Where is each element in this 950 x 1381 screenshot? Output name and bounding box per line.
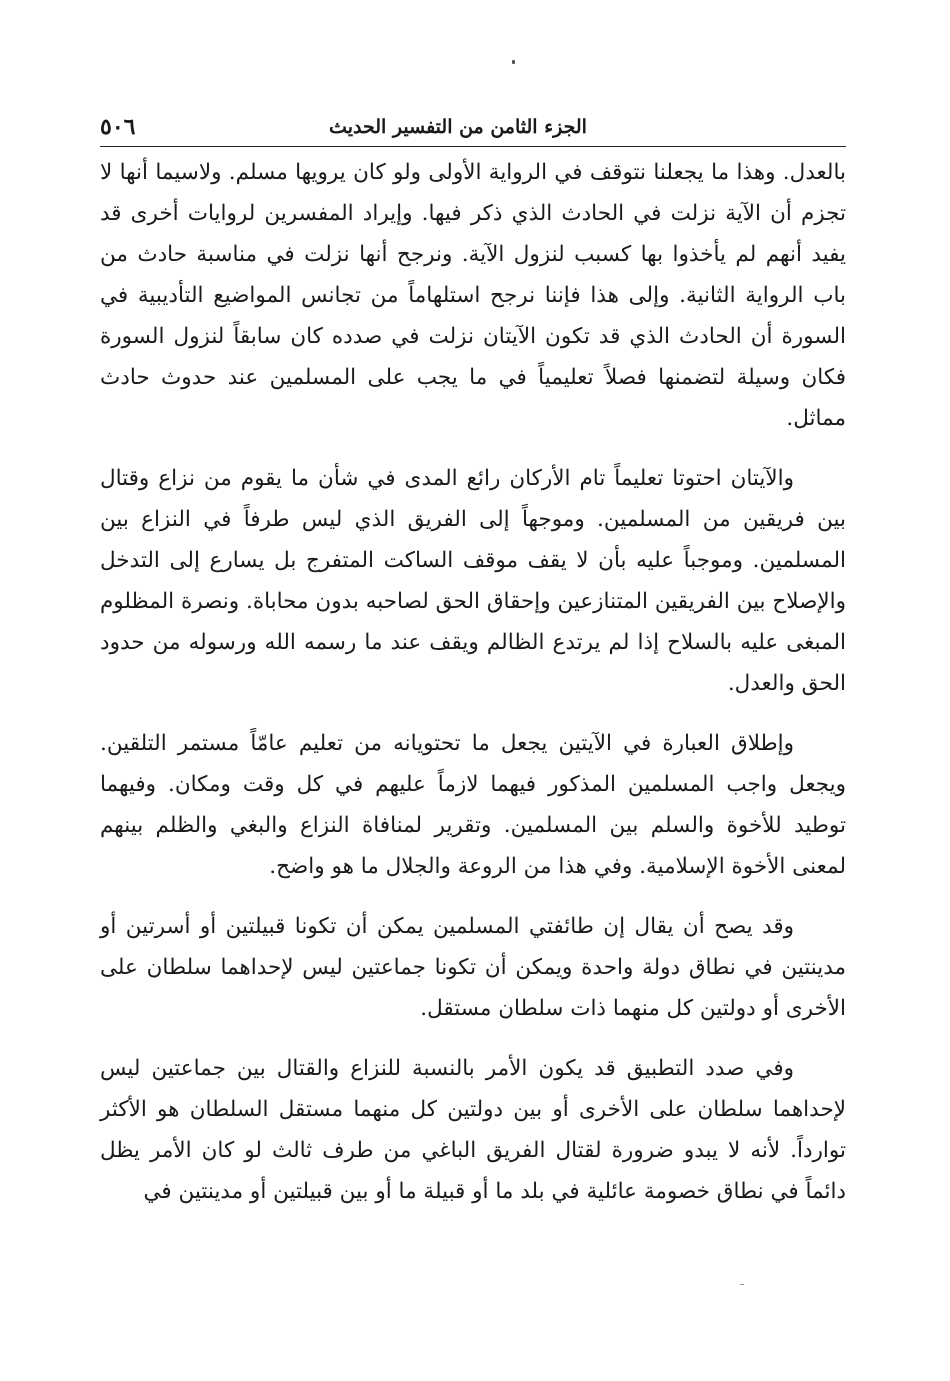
page-header — [100, 112, 846, 144]
paragraph-1: بالعدل. وهذا ما يجعلنا نتوقف في الرواية الأولى ولو كان يرويها مسلم. ولاسيما أنها لا تجزم أن الآية نزلت في الحادث الذي ذكر فيها. وإيراد المفسرين لروايات أخرى قد يفيد أنهم لم يأخذوا بها كسبب لنزول الآية. ونرجح أنها نزلت في مناسبة حادث من باب الرواية الثانية. وإلى هذا فإننا نرجح استلهاماً من تجانس المواضيع التأديبية في السورة أن الحادث الذي قد تكون الآيتان نزلت في صدده كان سابقاً لنزول السورة فكان وسيلة لتضمنها فصلاً تعليمياً في ما يجب على المسلمين عند حدوث حادث مماثل. — [100, 160, 846, 431]
paragraph-3: وإطلاق العبارة في الآيتين يجعل ما تحتويانه من تعليم عامّاً مستمر التلقين. ويجعل واجب المسلمين المذكور فيهما لازماً عليهم في كل وقت ومكان. وفيهما توطيد للأخوة والسلم بين المسلمين. وتقرير لمنافاة النزاع والبغي والظلم بينهم لمعنى الأخوة الإسلامية. وفي هذا من الروعة والجلال ما هو واضح. — [100, 731, 846, 879]
scan-speck-bottom — [740, 1284, 744, 1285]
paragraph-4: وقد يصح أن يقال إن طائفتي المسلمين يمكن أن تكونا قبيلتين أو أسرتين أو مدينتين في نطاق دولة واحدة ويمكن أن تكونا جماعتين ليس لإحداهما سلطان على الأخرى أو دولتين كل منهما ذات سلطان مستقل. — [100, 914, 846, 1021]
paragraph-5: وفي صدد التطبيق قد يكون الأمر بالنسبة للنزاع والقتال بين جماعتين ليس لإحداهما سلطان على الأخرى أو بين دولتين كل منهما مستقل السلطان هو الأكثر توارداً. لأنه لا يبدو ضرورة لقتال الفريق الباغي من طرف ثالث لو كان الأمر يظل دائماً في نطاق خصومة عائلية في بلد ما أو قبيلة ما أو بين قبيلتين أو مدينتين في — [100, 1056, 846, 1204]
header-divider — [100, 146, 846, 147]
scan-speck — [512, 60, 515, 64]
running-title: الجزء الثامن من التفسير الحديث — [329, 116, 587, 138]
paragraph-2: والآيتان احتوتا تعليماً تام الأركان رائع المدى في شأن ما يقوم من نزاع وقتال بين فريقين من المسلمين. وموجهاً إلى الفريق الذي ليس طرفاً في النزاع بين المسلمين. وموجباً عليه بأن لا يقف موقف الساكت المتفرج بل يسارع إلى التدخل والإصلاح بين الفريقين المتنازعين وإحقاق الحق لصاحبه بدون محاباة. ونصرة المظلوم المبغى عليه بالسلاح إذا لم يرتدع الظالم ويقف عند ما رسمه الله ورسوله من حدود الحق والعدل. — [100, 466, 846, 696]
page-number: ٥٠٦ — [100, 114, 136, 140]
body-text — [100, 152, 846, 1231]
